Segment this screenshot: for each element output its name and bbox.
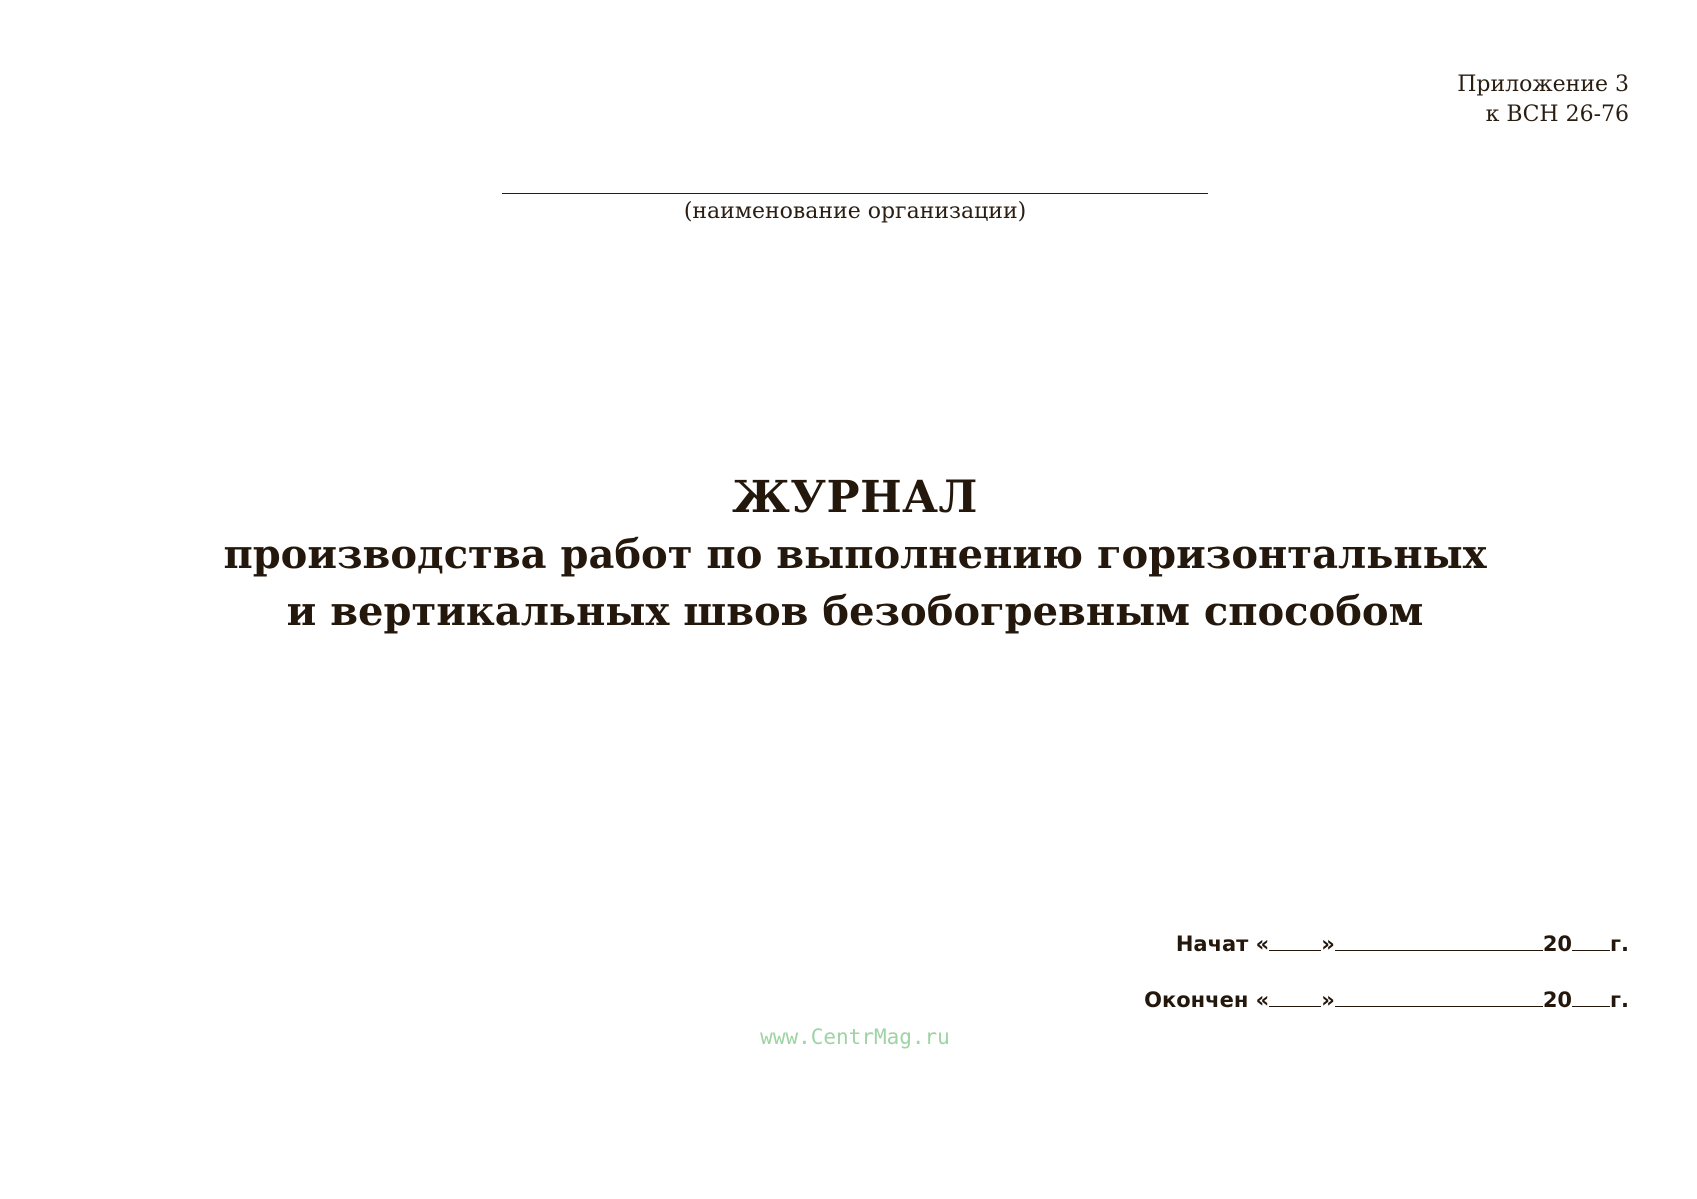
- end-year-suffix: г.: [1610, 988, 1629, 1012]
- end-date-row: [1144, 986, 1629, 1014]
- end-year-blank: [1572, 988, 1610, 1007]
- end-month-blank: [1335, 988, 1543, 1007]
- start-year-suffix: г.: [1610, 932, 1629, 956]
- appendix-line-2: к ВСН 26-76: [1485, 102, 1629, 127]
- end-date-close-quote: »: [1321, 988, 1335, 1012]
- journal-subtitle-line-1: производства работ по выполнению горизонтальных: [223, 531, 1487, 578]
- start-year-blank: [1572, 932, 1610, 951]
- start-year-prefix: 20: [1542, 932, 1573, 956]
- journal-title-block: [0, 470, 1697, 640]
- end-date-label: Окончен: [1144, 988, 1249, 1012]
- appendix-line-1: Приложение 3: [1457, 72, 1629, 97]
- start-date-label: Начат: [1175, 932, 1249, 956]
- start-date-close-quote: »: [1321, 932, 1335, 956]
- watermark: www.CentrMag.ru: [760, 1025, 950, 1049]
- end-day-blank: [1269, 988, 1321, 1007]
- journal-title: ЖУРНАЛ: [732, 472, 978, 523]
- organization-caption: (наименование организации): [683, 199, 1027, 224]
- end-date-open-quote: «: [1255, 988, 1270, 1012]
- start-date-row: [1176, 930, 1629, 958]
- end-year-prefix: 20: [1542, 988, 1573, 1012]
- appendix-reference: [1457, 70, 1629, 130]
- journal-subtitle-line-2: и вертикальных швов безобогревным способом: [286, 588, 1424, 635]
- start-day-blank: [1269, 932, 1321, 951]
- start-date-open-quote: «: [1255, 932, 1270, 956]
- organization-name-line: [502, 193, 1208, 194]
- start-month-blank: [1335, 932, 1543, 951]
